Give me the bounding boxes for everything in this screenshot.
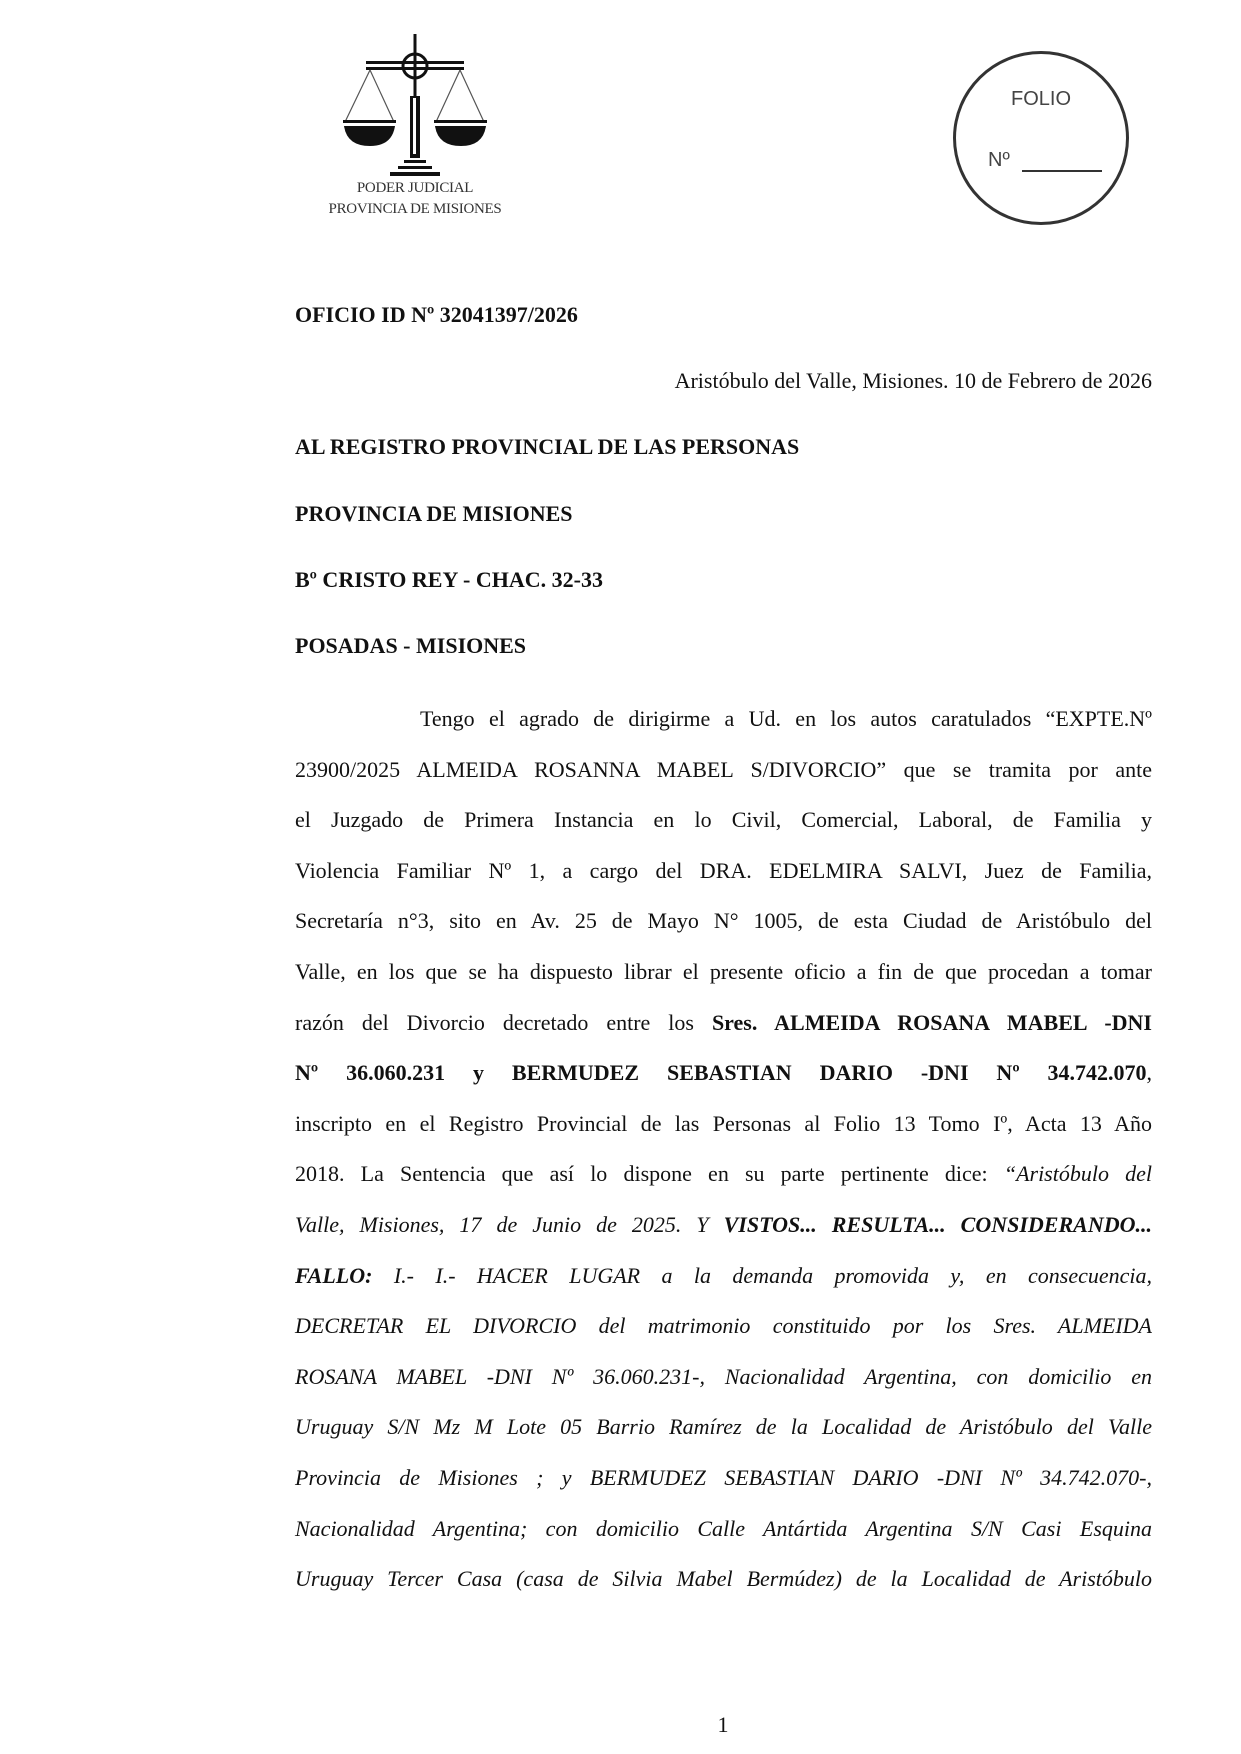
body-line (295, 1461, 1152, 1512)
text-segment: FALLO: (295, 1262, 373, 1288)
folio-label: FOLIO (1010, 88, 1071, 110)
body-line (295, 1208, 1152, 1259)
text-segment: Provincia de Misiones ; y BERMUDEZ SEBASTIAN DARIO -DNI Nº 34.742.070-, (295, 1464, 1152, 1490)
poder-judicial-logo (315, 34, 515, 224)
text-segment: 2018. La Sentencia que así lo dispone en su parte pertinente dice: (295, 1161, 1004, 1187)
text-segment: Secretaría n°3, sito en Av. 25 de Mayo N° 1005, de esta Ciudad de Aristóbulo del (295, 908, 1152, 934)
addressee-line: POSADAS - MISIONES (295, 633, 527, 658)
body-line (295, 753, 1152, 804)
text-segment: Valle, Misiones, 17 de Junio de 2025. Y (295, 1211, 724, 1237)
text-segment: Violencia Familiar Nº 1, a cargo del DRA. EDELMIRA SALVI, Juez de Familia, (295, 857, 1152, 883)
text-segment: 23900/2025 ALMEIDA ROSANNA MABEL S/DIVORCIO” que se tramita por ante (295, 756, 1152, 782)
body-paragraph (295, 702, 1152, 1613)
text-segment: Nacionalidad Argentina; con domicilio Calle Antártida Argentina S/N Casi Esquina (295, 1515, 1152, 1541)
text-segment: VISTOS... RESULTA... CONSIDERANDO... (723, 1211, 1152, 1237)
addressee-line: AL REGISTRO PROVINCIAL DE LAS PERSONAS (295, 434, 800, 459)
date-line: Aristóbulo del Valle, Misiones. 10 de Febrero de 2026 (674, 368, 1152, 393)
folio-stamp (953, 51, 1129, 225)
text-segment: Uruguay Tercer Casa (casa de Silvia Mabel Bermúdez) de la Localidad de Aristóbulo (295, 1566, 1152, 1592)
text-segment: DECRETAR EL DIVORCIO del matrimonio constituido por los Sres. ALMEIDA (295, 1313, 1152, 1339)
oficio-id: OFICIO ID Nº 32041397/2026 (295, 302, 578, 327)
body-line (295, 1309, 1152, 1360)
body-line (295, 1360, 1152, 1411)
text-segment: I.- I.- HACER LUGAR a la demanda promovida y, en consecuencia, (372, 1262, 1152, 1288)
body-line (295, 702, 1152, 753)
body-line (295, 1006, 1152, 1057)
body-line (295, 1512, 1152, 1563)
folio-number-label: Nº (988, 149, 1010, 171)
addressee-line: PROVINCIA DE MISIONES (295, 501, 573, 526)
addressee-line: Bº CRISTO REY - CHAC. 32-33 (295, 567, 603, 592)
page-number: 1 (717, 1712, 729, 1737)
body-line (295, 955, 1152, 1006)
text-segment: razón del Divorcio decretado entre los (295, 1009, 712, 1035)
body-line (295, 1259, 1152, 1310)
text-segment: “Aristóbulo del (1003, 1161, 1152, 1187)
text-segment: , (1146, 1060, 1152, 1086)
body-line (295, 803, 1152, 854)
body-line (295, 1562, 1152, 1613)
body-line (295, 1107, 1152, 1158)
body-line (295, 1056, 1152, 1107)
text-segment: Nº 36.060.231 y BERMUDEZ SEBASTIAN DARIO -DNI Nº 34.742.070 (295, 1060, 1147, 1086)
scales-of-justice-icon (340, 34, 490, 182)
text-segment: el Juzgado de Primera Instancia en lo Civil, Comercial, Laboral, de Familia y (295, 807, 1152, 833)
logo-text-provincia: PROVINCIA DE MISIONES (328, 201, 502, 217)
text-segment: Tengo el agrado de dirigirme a Ud. en los autos caratulados “EXPTE.Nº (420, 706, 1152, 731)
text-segment: inscripto en el Registro Provincial de las Personas al Folio 13 Tomo Iº, Acta 13 Año (295, 1110, 1152, 1136)
body-line (295, 1410, 1152, 1461)
text-segment: Valle, en los que se ha dispuesto librar el presente oficio a fin de que procedan a tomar (295, 958, 1152, 984)
folio-number-blank (1022, 170, 1102, 172)
body-line (295, 904, 1152, 955)
text-segment: ROSANA MABEL -DNI Nº 36.060.231-, Nacionalidad Argentina, con domicilio en (295, 1363, 1152, 1389)
text-segment: Uruguay S/N Mz M Lote 05 Barrio Ramírez de la Localidad de Aristóbulo del Valle (295, 1414, 1152, 1440)
logo-text-poder-judicial: PODER JUDICIAL (356, 180, 474, 196)
text-segment: Sres. ALMEIDA ROSANA MABEL -DNI (711, 1009, 1152, 1035)
body-line (295, 1157, 1152, 1208)
body-line (295, 854, 1152, 905)
